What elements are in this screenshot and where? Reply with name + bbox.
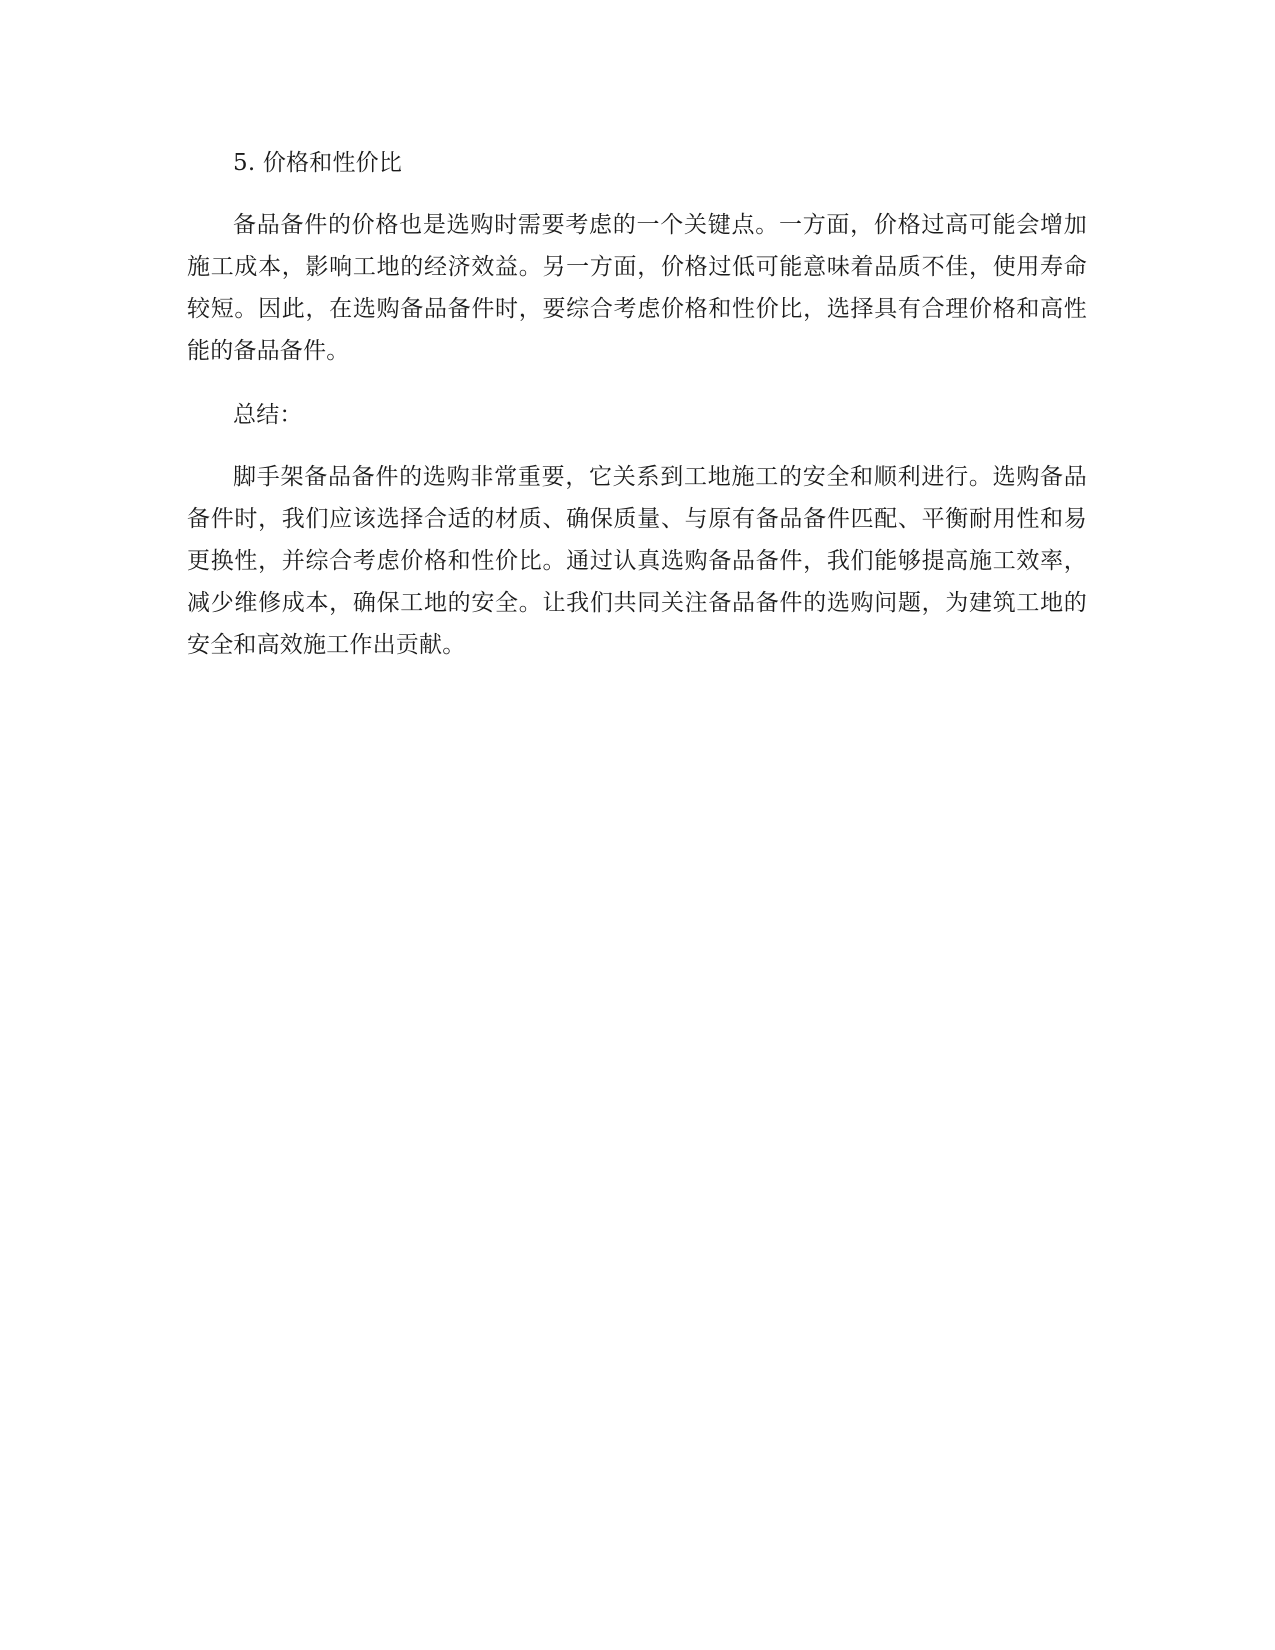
paragraph-summary: 脚手架备品备件的选购非常重要，它关系到工地施工的安全和顺利进行。选购备品备件时，我们应该选择合适的材质、确保质量、与原有备品备件匹配、平衡耐用性和易更换性，并综合考虑价格和性价比。通过认真选购备品备件，我们能够提高施工效率，减少维修成本，确保工地的安全。让我们共同关注备品备件的选购问题，为建筑工地的安全和高效施工作出贡献。 — [187, 464, 1087, 658]
document-body — [187, 142, 1087, 688]
paragraph-price: 备品备件的价格也是选购时需要考虑的一个关键点。一方面，价格过高可能会增加施工成本，影响工地的经济效益。另一方面，价格过低可能意味着品质不佳，使用寿命较短。因此，在选购备品备件时，要综合考虑价格和性价比，选择具有合理价格和高性能的备品备件。 — [187, 212, 1087, 364]
summary-heading: 总结： — [233, 402, 303, 428]
section-heading: 5. 价格和性价比 — [233, 150, 403, 176]
